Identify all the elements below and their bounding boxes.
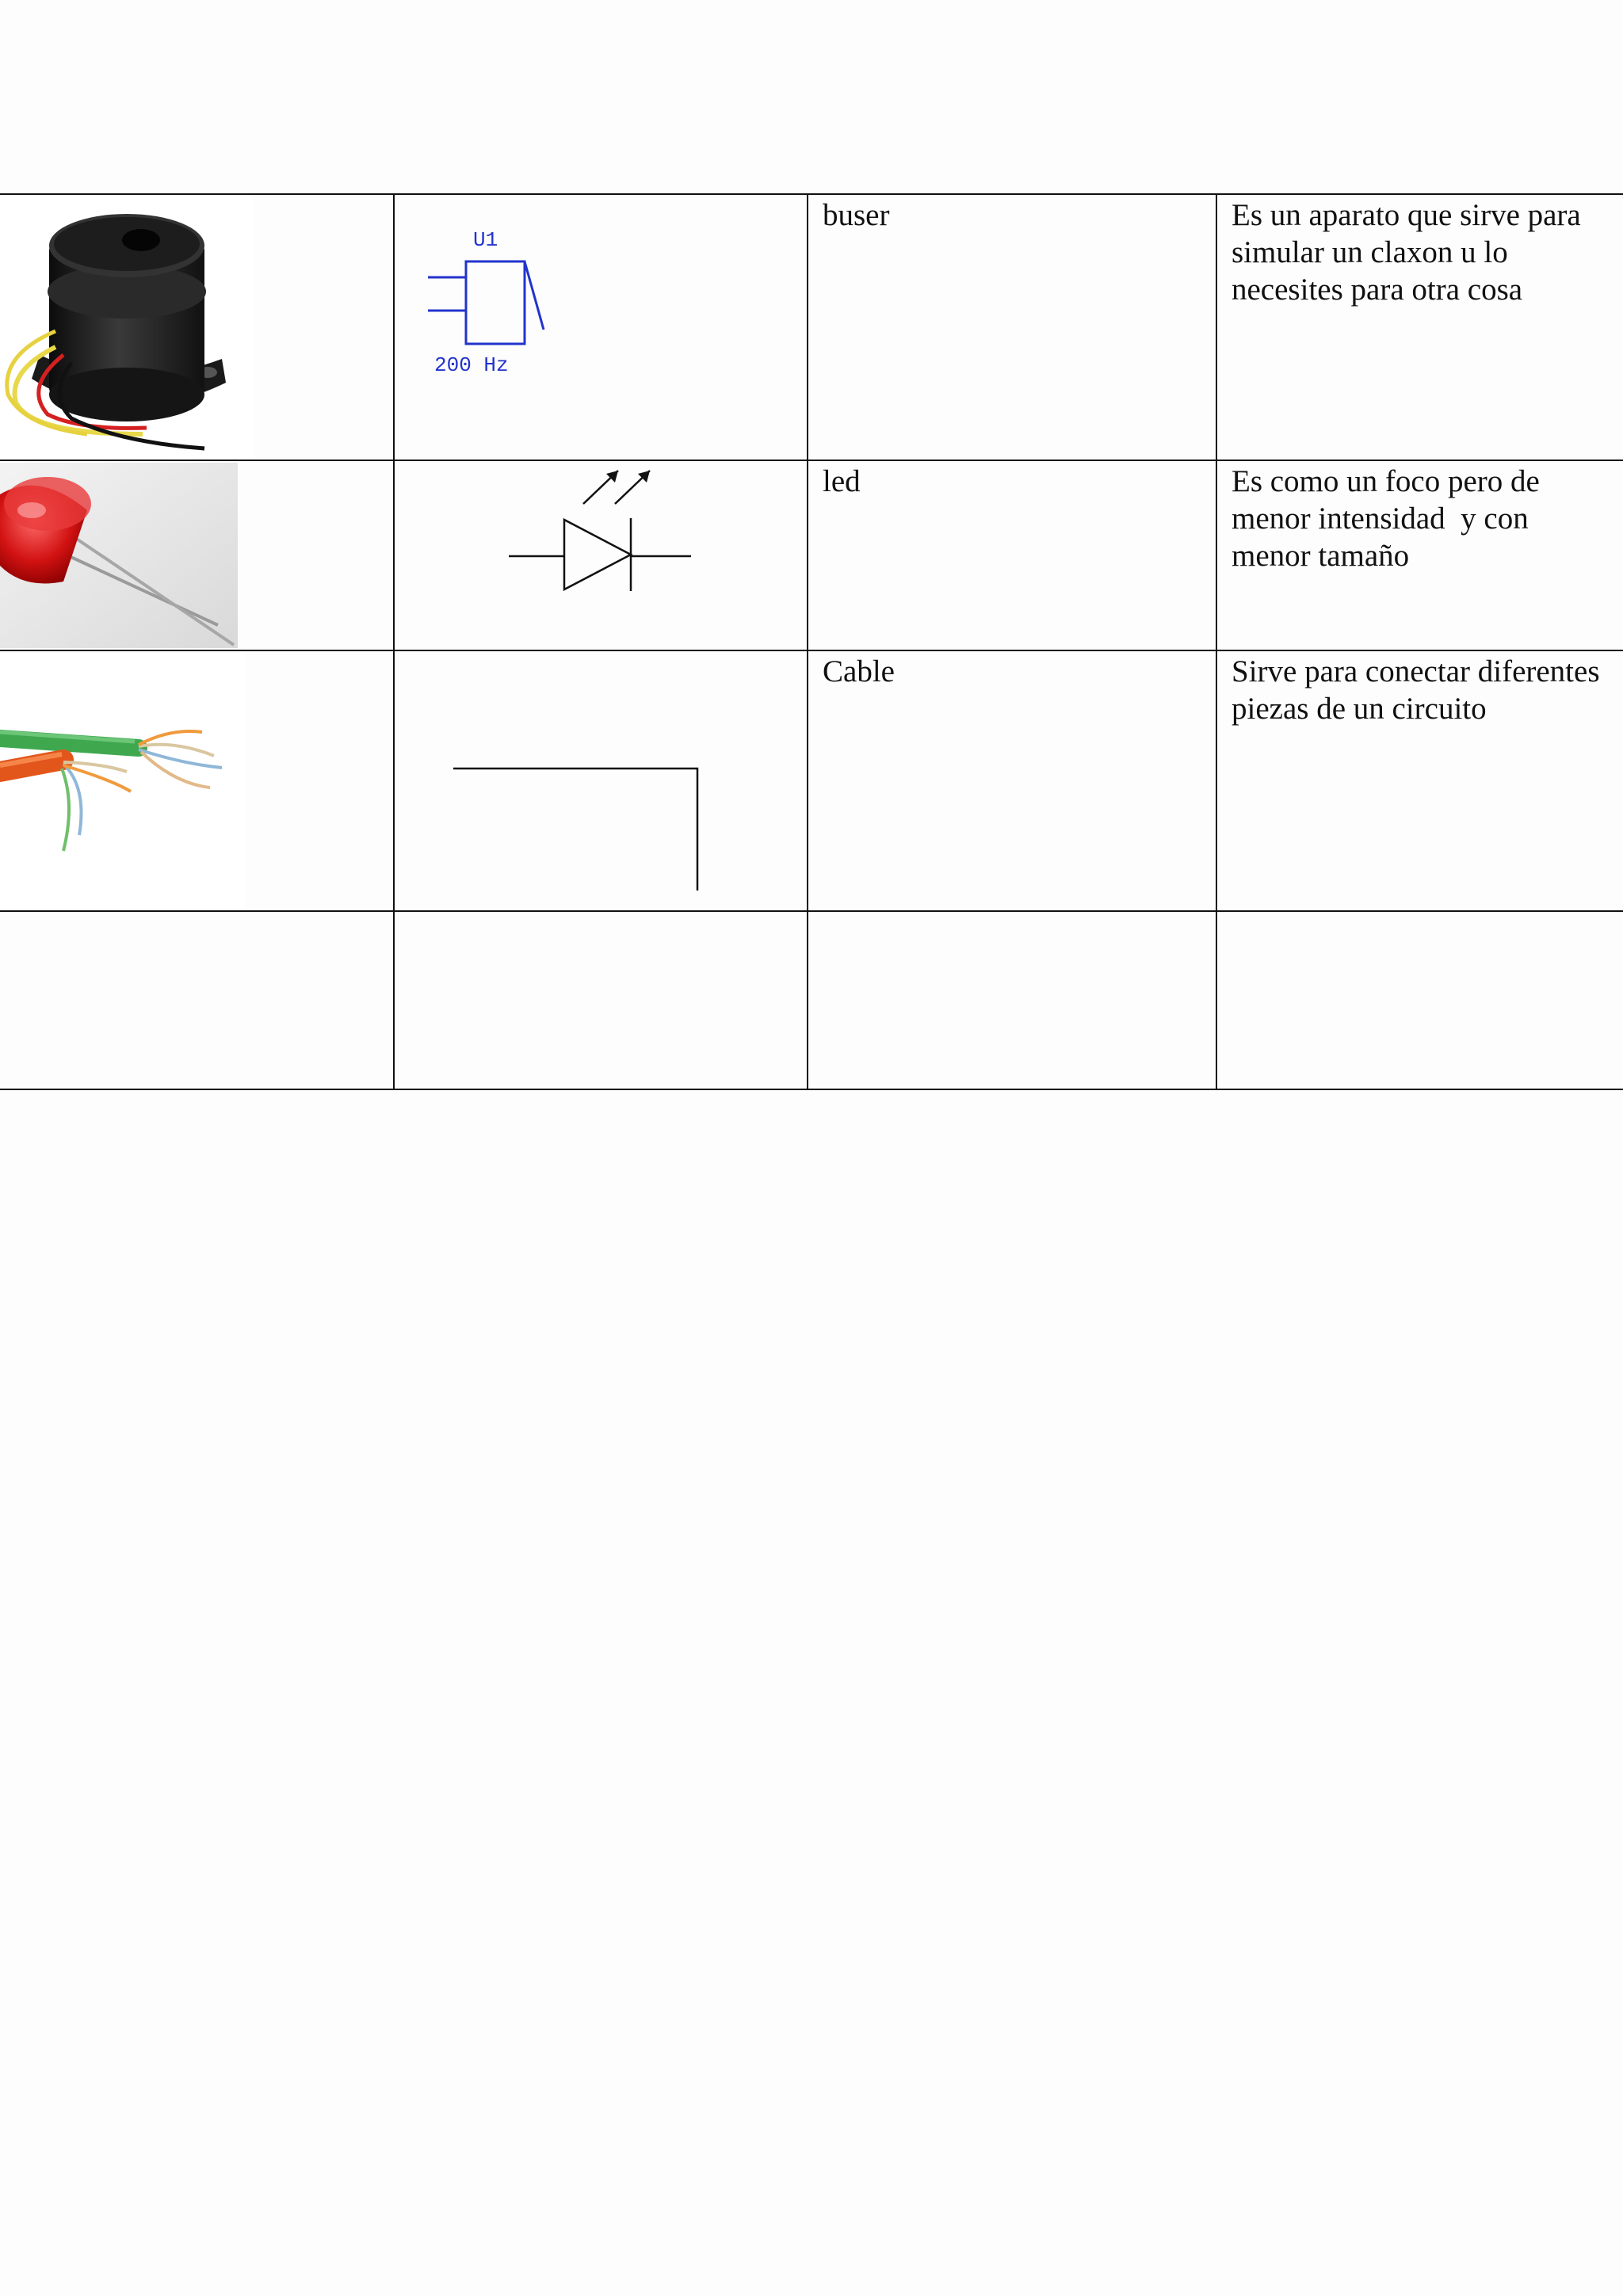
red-led-photo: [0, 463, 238, 648]
network-cable-photo: [0, 653, 246, 908]
led-schematic-symbol: [507, 463, 697, 597]
row-divider: [0, 460, 1623, 461]
component-description: Es como un foco pero de menor intensidad y con menor tamaño: [1232, 464, 1548, 573]
column-divider: [1216, 193, 1217, 1090]
component-name: led: [823, 464, 861, 498]
component-description: Sirve para conectar diferentes piezas de un circuito: [1232, 654, 1608, 726]
row-divider: [0, 650, 1623, 651]
components-table: [0, 193, 1623, 1090]
piezo-buzzer-photo: [0, 196, 254, 458]
component-description: Es un aparato que sirve para simular un claxon u lo necesites para otra cosa: [1232, 198, 1589, 307]
column-divider: [807, 193, 808, 1090]
wire-schematic-symbol: [452, 756, 705, 898]
column-divider: [393, 193, 395, 1090]
symbol-label-u1: U1: [473, 228, 498, 252]
table-border-bottom: [0, 1089, 1623, 1090]
symbol-label-frequency: 200 Hz: [434, 353, 509, 371]
row-divider: [0, 910, 1623, 912]
table-border-top: [0, 193, 1623, 195]
component-name: Cable: [823, 654, 895, 688]
buzzer-schematic-symbol: [420, 212, 579, 371]
component-name: buser: [823, 198, 890, 232]
